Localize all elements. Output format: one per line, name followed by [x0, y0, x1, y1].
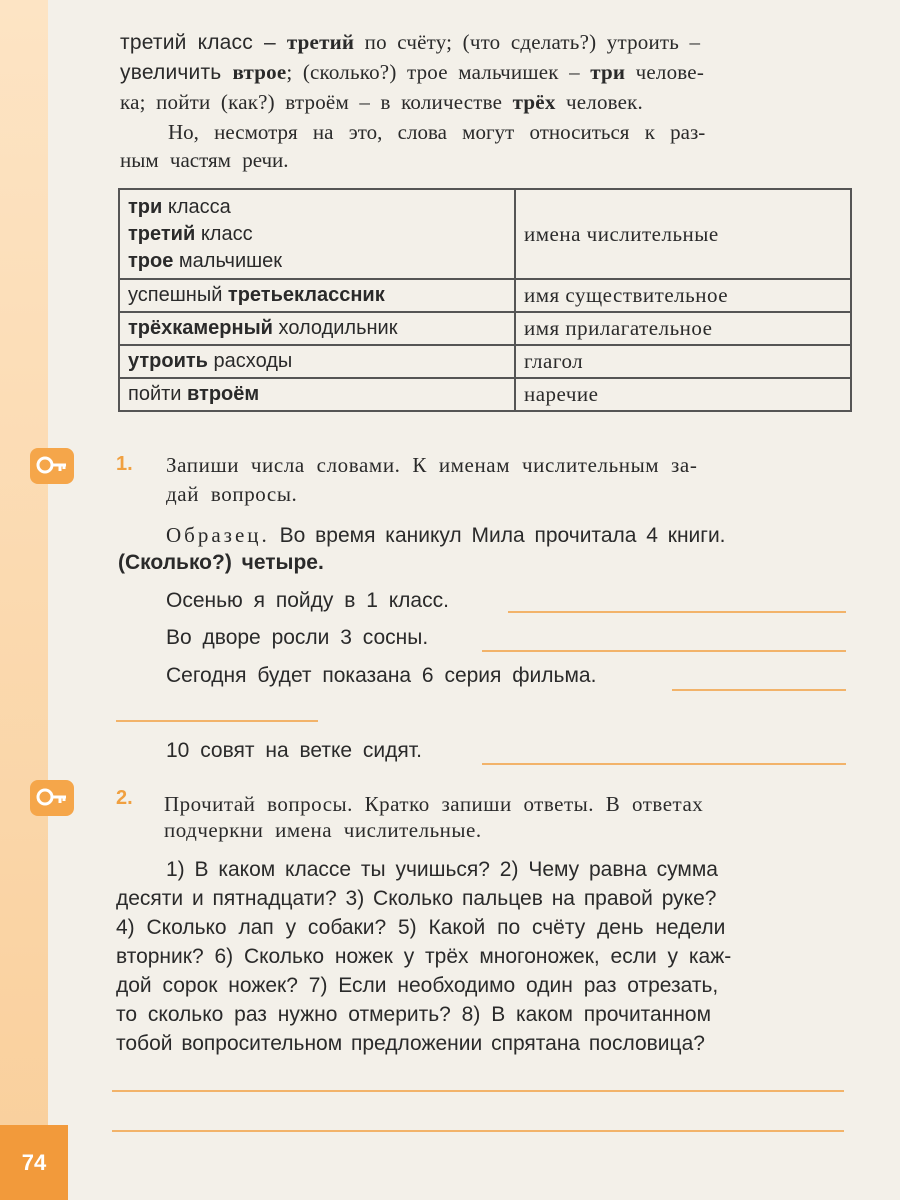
page-margin-strip [0, 0, 48, 1200]
intro-text: человек. [555, 90, 644, 114]
question-line: тобой вопросительном предложении спрятана пословица? [116, 1032, 705, 1055]
intro-text: третий класс – [120, 31, 287, 54]
example-text: мальчишек [173, 249, 283, 272]
intro-bold: втрое [232, 60, 287, 84]
question-line: то сколько раз нужно отмерить? 8) В каком прочитанном [116, 1003, 712, 1026]
question-line: десяти и пятнадцати? 3) Сколько пальцев на правой руке? [116, 887, 717, 910]
example-text: успешный [128, 284, 228, 306]
example-word: утроить [128, 350, 208, 372]
table-row [119, 189, 851, 279]
example-word: третьеклассник [227, 284, 385, 306]
intro-text: ка; пойти (как?) втроём – в количестве [120, 90, 513, 114]
table-cell-part-of-speech: имя существительное [515, 279, 851, 312]
intro-bold: три [590, 60, 626, 84]
task-instruction: Прочитай вопросы. Кратко запиши ответы. В ответах [164, 792, 704, 816]
sample-answer: (Сколько?) четыре. [118, 551, 324, 574]
intro-line-3 [120, 90, 643, 115]
intro-bold: трёх [512, 90, 556, 114]
example-text: класс [195, 222, 253, 245]
answer-line[interactable] [112, 1090, 844, 1092]
exercise-sentence: Во дворе росли 3 сосны. [166, 626, 429, 649]
task-instruction: дай вопросы. [166, 482, 298, 506]
intro-line-5: ным частям речи. [120, 148, 289, 172]
intro-bold: третий [286, 30, 355, 54]
intro-line-2 [120, 60, 704, 85]
table-cell-examples [119, 312, 515, 345]
intro-text: по счёту; (что сделать?) утроить – [354, 30, 701, 54]
table-cell-part-of-speech: имена числительные [515, 189, 851, 279]
question-line: дой сорок ножек? 7) Если необходимо один раз отрезать, [116, 974, 719, 997]
intro-text: ; (сколько?) трое мальчишек – [286, 60, 591, 84]
table-row [119, 279, 851, 312]
key-icon [30, 448, 74, 484]
task-instruction: Запиши числа словами. К именам числительным за- [166, 453, 698, 477]
exercise-sentence: Сегодня будет показана 6 серия фильма. [166, 664, 597, 687]
question-line: 1) В каком классе ты учишься? 2) Чему равна сумма [166, 858, 718, 881]
answer-line[interactable] [482, 763, 846, 765]
answer-line[interactable] [116, 720, 318, 722]
example-word: три [128, 195, 163, 218]
example-text: холодильник [272, 317, 398, 339]
page-number: 74 [0, 1125, 68, 1200]
task-number: 2. [116, 787, 133, 809]
question-line: 4) Сколько лап у собаки? 5) Какой по счёту день недели [116, 916, 726, 939]
key-icon [30, 780, 74, 816]
task-number: 1. [116, 453, 133, 475]
answer-line[interactable] [112, 1130, 844, 1132]
table-cell-examples [119, 279, 515, 312]
example-text: расходы [207, 350, 293, 372]
answer-line[interactable] [672, 689, 846, 691]
example-word: трое [128, 249, 174, 272]
sample-text: Во время каникул Мила прочитала 4 книги. [269, 524, 726, 547]
table-row [119, 345, 851, 378]
answer-line[interactable] [482, 650, 846, 652]
example-word: третий [128, 222, 196, 245]
table-cell-examples [119, 189, 515, 279]
task-instruction: подчеркни имена числительные. [164, 818, 482, 842]
example-text: класса [162, 195, 231, 218]
sample-label: Образец. [166, 523, 270, 547]
intro-line-4: Но, несмотря на это, слова могут относиться к раз- [168, 120, 706, 144]
intro-text: увеличить [120, 61, 233, 84]
example-word: втроём [187, 383, 260, 405]
example-text: пойти [128, 383, 188, 405]
exercise-sentence: 10 совят на ветке сидят. [166, 739, 422, 762]
table-cell-part-of-speech: имя прилагательное [515, 312, 851, 345]
question-line: вторник? 6) Сколько ножек у трёх многоножек, если у каж- [116, 945, 732, 968]
exercise-sentence: Осенью я пойду в 1 класс. [166, 589, 449, 612]
table-cell-examples [119, 378, 515, 411]
intro-text: челове- [625, 60, 705, 84]
parts-of-speech-table [118, 188, 852, 412]
table-row [119, 312, 851, 345]
answer-line[interactable] [508, 611, 846, 613]
table-row [119, 378, 851, 411]
table-cell-part-of-speech: глагол [515, 345, 851, 378]
table-cell-part-of-speech: наречие [515, 378, 851, 411]
table-cell-examples [119, 345, 515, 378]
intro-line-1 [120, 30, 700, 55]
example-word: трёхкамерный [128, 317, 273, 339]
sample-line [166, 523, 726, 548]
